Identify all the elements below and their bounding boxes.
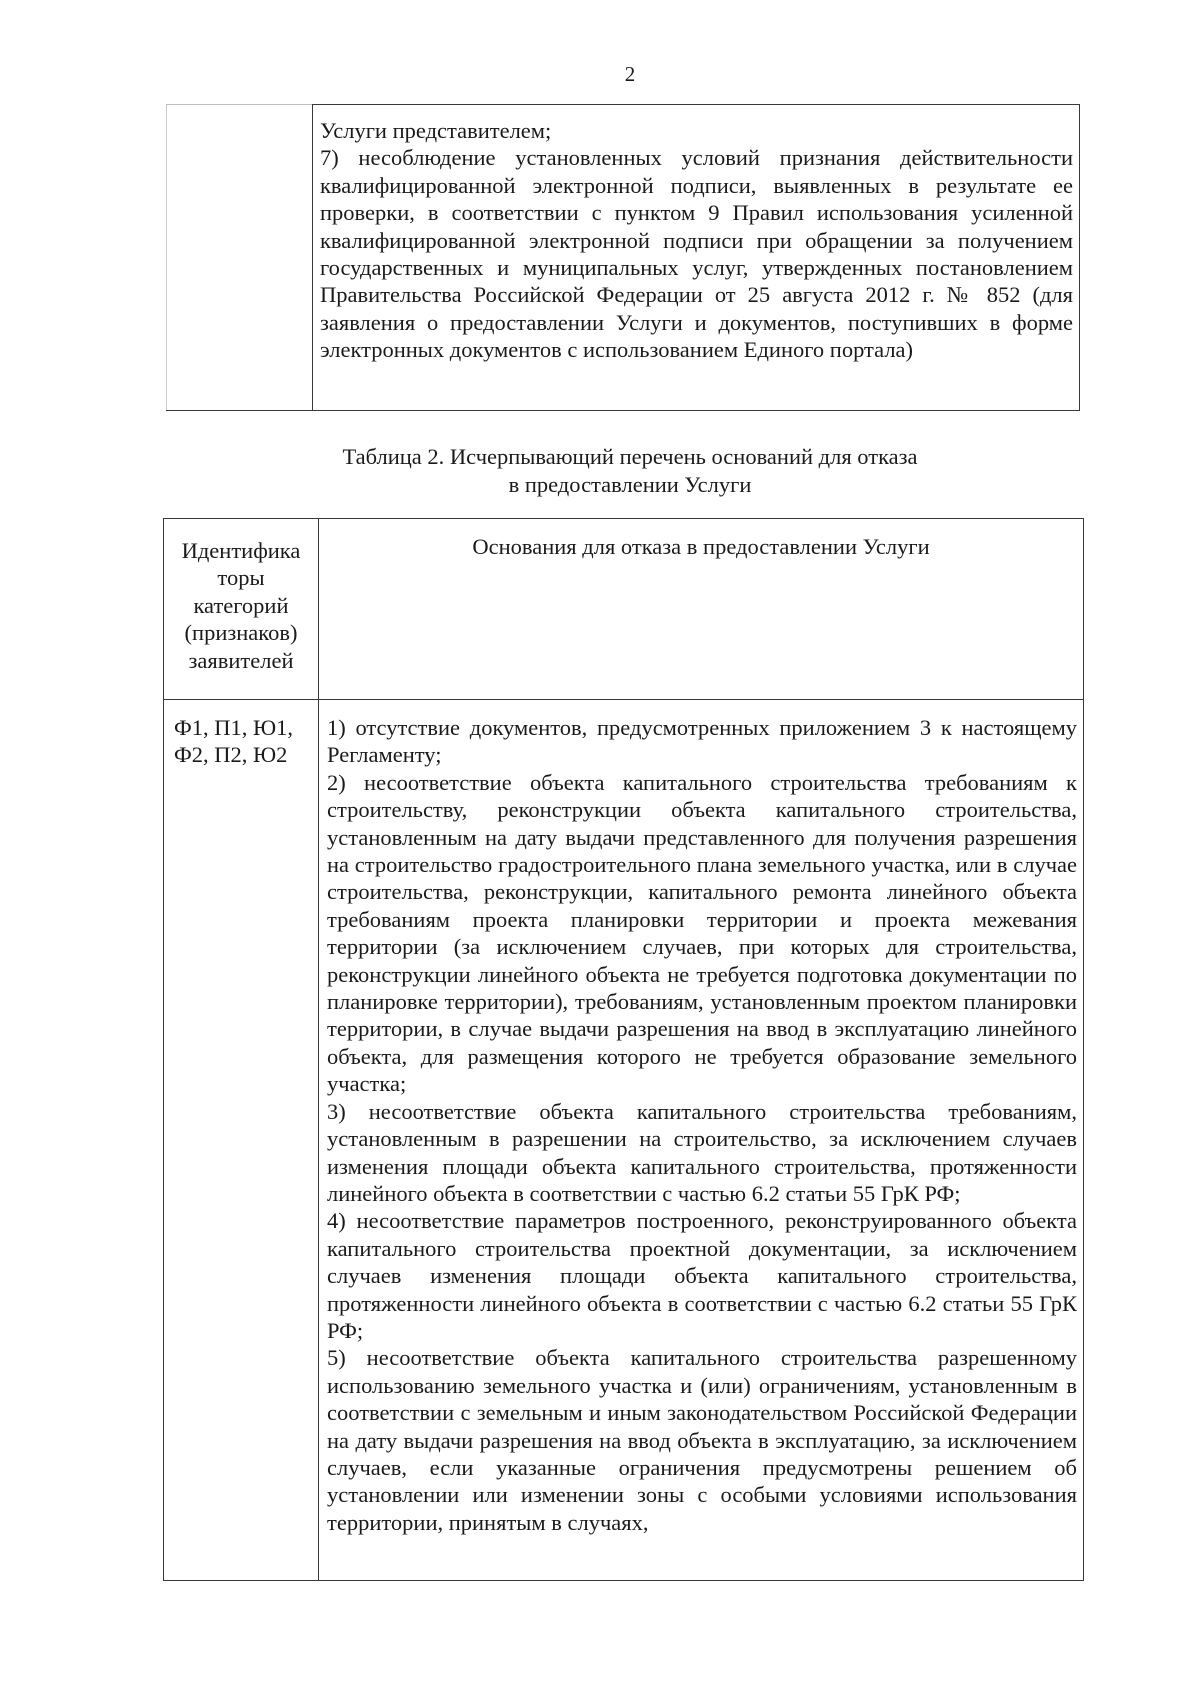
grounds-list-cell (319, 700, 1084, 1581)
header-grounds-cell: Основания для отказа в предоставлении Услуги (319, 519, 1084, 700)
table-header-row (164, 519, 1084, 700)
empty-identifier-cell (167, 105, 313, 411)
applicant-identifiers-cell (164, 700, 319, 1581)
grounds-item-4: 4) несоответствие параметров построенного, реконструированного объекта капитального строительства проектной документации, за исключением случаев изменения площади объекта капитального строительства, протяженности линейного объекта в соответствии с частью 6.2 статьи 55 ГрК РФ; (327, 1208, 1077, 1343)
table-caption (310, 443, 950, 499)
grounds-text-line: Услуги представителем; (320, 118, 552, 143)
header-text: торы (217, 565, 265, 591)
grounds-cell (313, 105, 1080, 411)
header-identifiers-cell (164, 519, 319, 700)
header-text: категорий (193, 592, 289, 618)
refusal-grounds-table (163, 518, 1084, 1581)
caption-line: Таблица 2. Исчерпывающий перечень оснований для отказа (342, 444, 918, 469)
grounds-item-2: 2) несоответствие объекта капитального строительства требованиям к строительству, реконструкции объекта капитального строительства, установленным на дату выдачи представленного для получения разрешения на строительство градостроительного плана земельного участка, или в случае строительства, реконструкции, капитального ремонта линейного объекта требованиям проекта планировки территории и проекта межевания территории (за исключением случаев, при которых для строительства, реконструкции линейного объекта не требуется подготовка документации по планировке территории), требованиям, установленным проектом планировки территории, в случае выдачи разрешения на ввод в эксплуатацию линейного объекта, для размещения которого не требуется образование земельного участка; (327, 769, 1077, 1097)
identifier-line: Ф2, П2, Ю2 (174, 742, 288, 768)
table-row (167, 105, 1080, 411)
table-row (164, 700, 1084, 1581)
grounds-item-1: 1) отсутствие документов, предусмотренных приложением 3 к настоящему Регламенту; (327, 715, 1077, 768)
caption-line: в предоставлении Услуги (508, 472, 752, 497)
grounds-text-item: 7) несоблюдение установленных условий признания действительности квалифицированной электронной подписи, выявленных в результате ее проверки, в соответствии с пунктом 9 Правил использования усиленной квалифицированной электронной подписи при обращении за получением государственных и муниципальных услуг, утвержденных постановлением Правительства Российской Федерации от 25 августа 2012 г. № 852 (для заявления о предоставлении Услуги и документов, поступивших в форме электронных документов с использованием Единого портала) (320, 145, 1073, 363)
continuation-table (166, 104, 1080, 411)
header-text: заявителей (188, 647, 294, 673)
header-text: Идентифика (181, 538, 301, 563)
identifier-line: Ф1, П1, Ю1, (174, 715, 294, 740)
page-number: 2 (624, 62, 636, 86)
grounds-item-5: 5) несоответствие объекта капитального строительства разрешенному использованию земельного участка и (или) ограничениям, установленным в соответствии с земельным и иным законодательством Российской Федерации на дату выдачи разрешения на ввод объекта в эксплуатацию, за исключением случаев, если указанные ограничения предусмотрены решением об установлении или изменении зоны с особыми условиями использования территории, принятым в случаях, (327, 1345, 1077, 1535)
grounds-item-3: 3) несоответствие объекта капитального строительства требованиям, установленным в разрешении на строительство, за исключением случаев изменения площади объекта капитального строительства, протяженности линейного объекта в соответствии с частью 6.2 статьи 55 ГрК РФ; (327, 1098, 1077, 1206)
header-text: (признаков) (184, 620, 298, 646)
